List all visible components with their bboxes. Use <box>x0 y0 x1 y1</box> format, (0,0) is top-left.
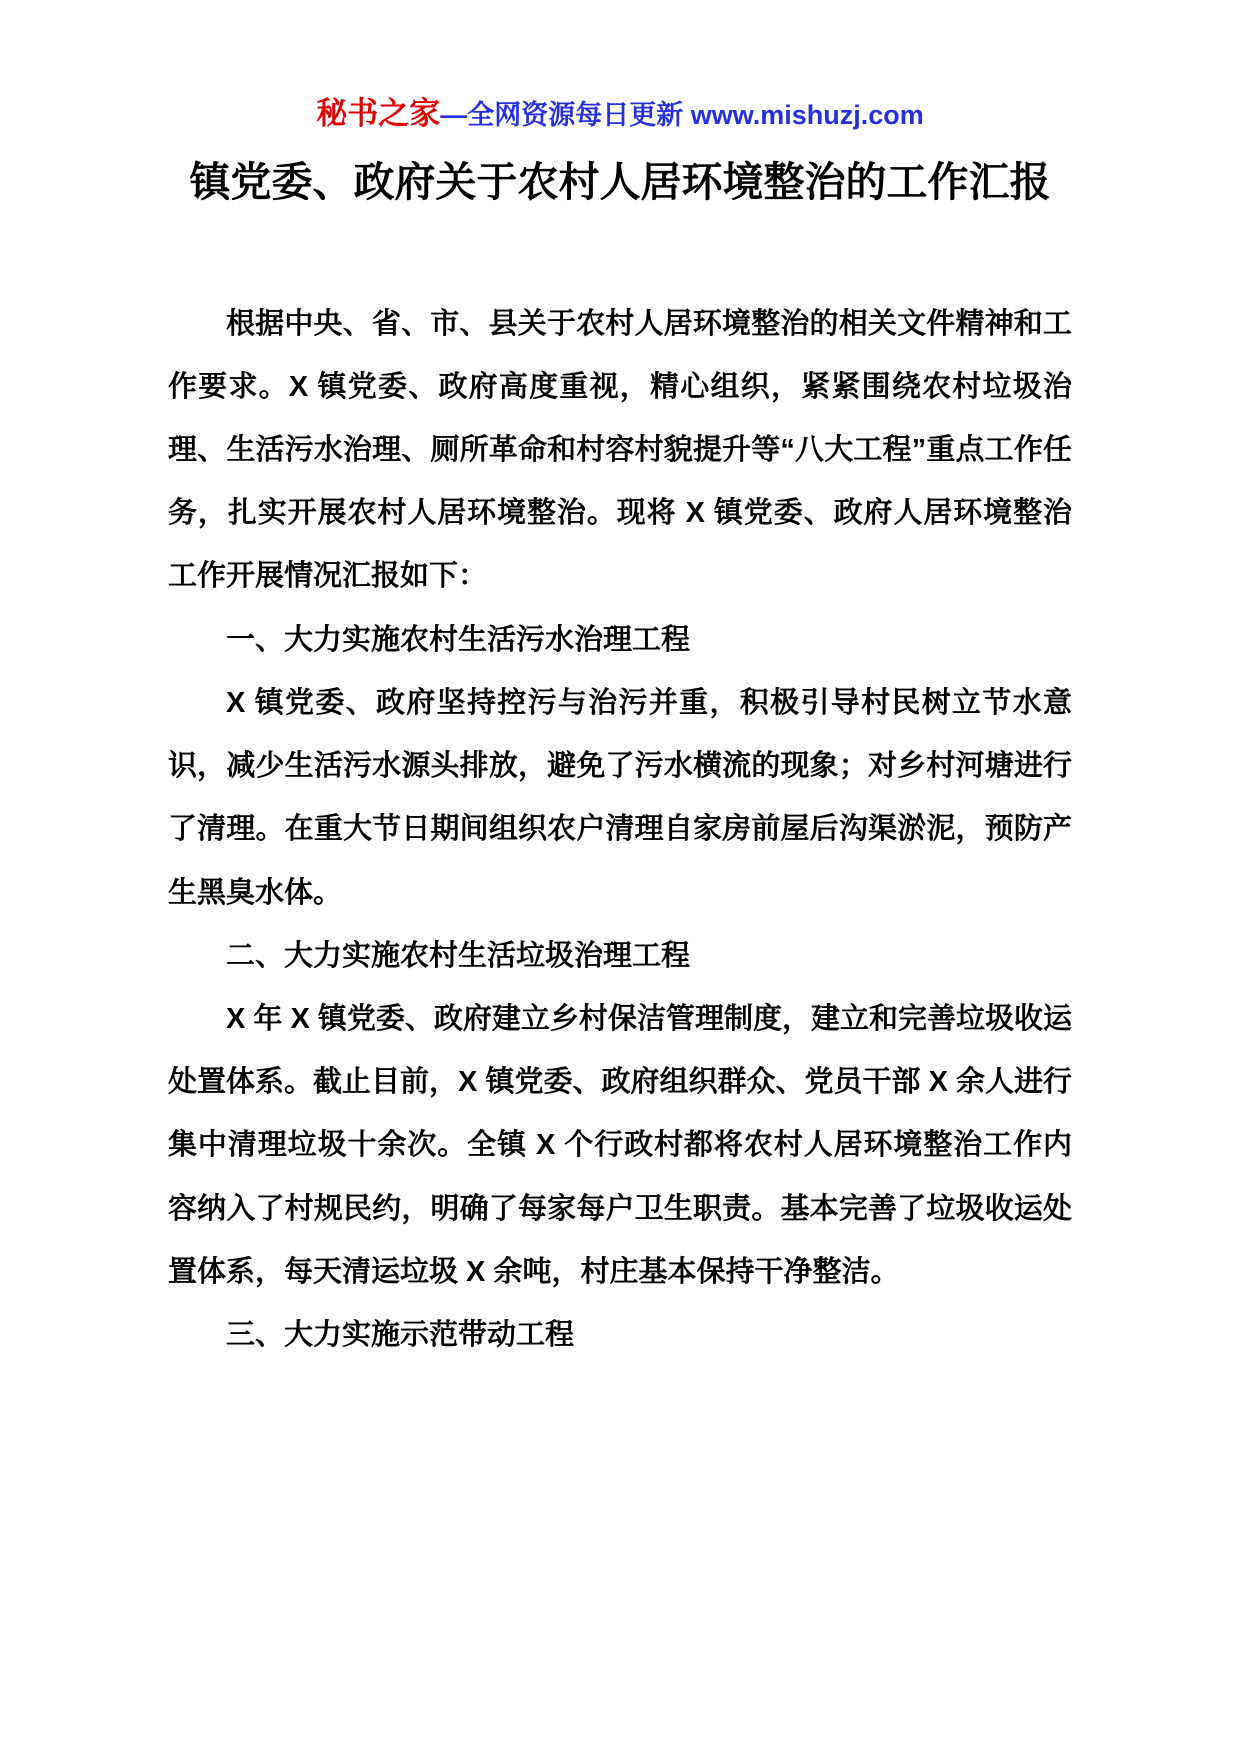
document-title: 镇党委、政府关于农村人居环境整治的工作汇报 <box>189 159 1051 205</box>
body-paragraph: X 年 X 镇党委、政府建立乡村保洁管理制度，建立和完善垃圾收运处置体系。截止目前，X 镇党委、政府组织群众、党员干部 X 余人进行集中清理垃圾十余次。全镇 X 个行政村都将农村人居环境整治工作内容纳入了村规民约，明确了每家每户卫生职责。基本完善了垃圾收运处置体系，每天清运垃圾 X 余吨，村庄基本保持干净整洁。 <box>168 1002 1072 1288</box>
section-heading: 一、大力实施农村生活污水治理工程 <box>226 623 691 656</box>
body-paragraph: X 镇党委、政府坚持控污与治污并重，积极引导村民树立节水意识，减少生活污水源头排放，避免了污水横流的现象；对乡村河塘进行了清理。在重大节日期间组织农户清理自家房前屋后沟渠淤泥，预防产生黑臭水体。 <box>168 686 1072 909</box>
section-heading: 二、大力实施农村生活垃圾治理工程 <box>226 939 691 972</box>
body-paragraph: 根据中央、省、市、县关于农村人居环境整治的相关文件精神和工作要求。X 镇党委、政府高度重视，精心组织，紧紧围绕农村垃圾治理、生活污水治理、厕所革命和村容村貌提升等“八大工程”重点工作任务，扎实开展农村人居环境整治。现将 X 镇党委、政府人居环境整治工作开展情况汇报如下： <box>168 307 1072 593</box>
site-tagline-url: —全网资源每日更新 www.mishuzj.com <box>440 100 924 130</box>
section-heading: 三、大力实施示范带动工程 <box>226 1319 575 1352</box>
site-header <box>168 88 1072 133</box>
document-body <box>168 293 1072 1368</box>
site-brand: 秘书之家 <box>316 96 441 131</box>
